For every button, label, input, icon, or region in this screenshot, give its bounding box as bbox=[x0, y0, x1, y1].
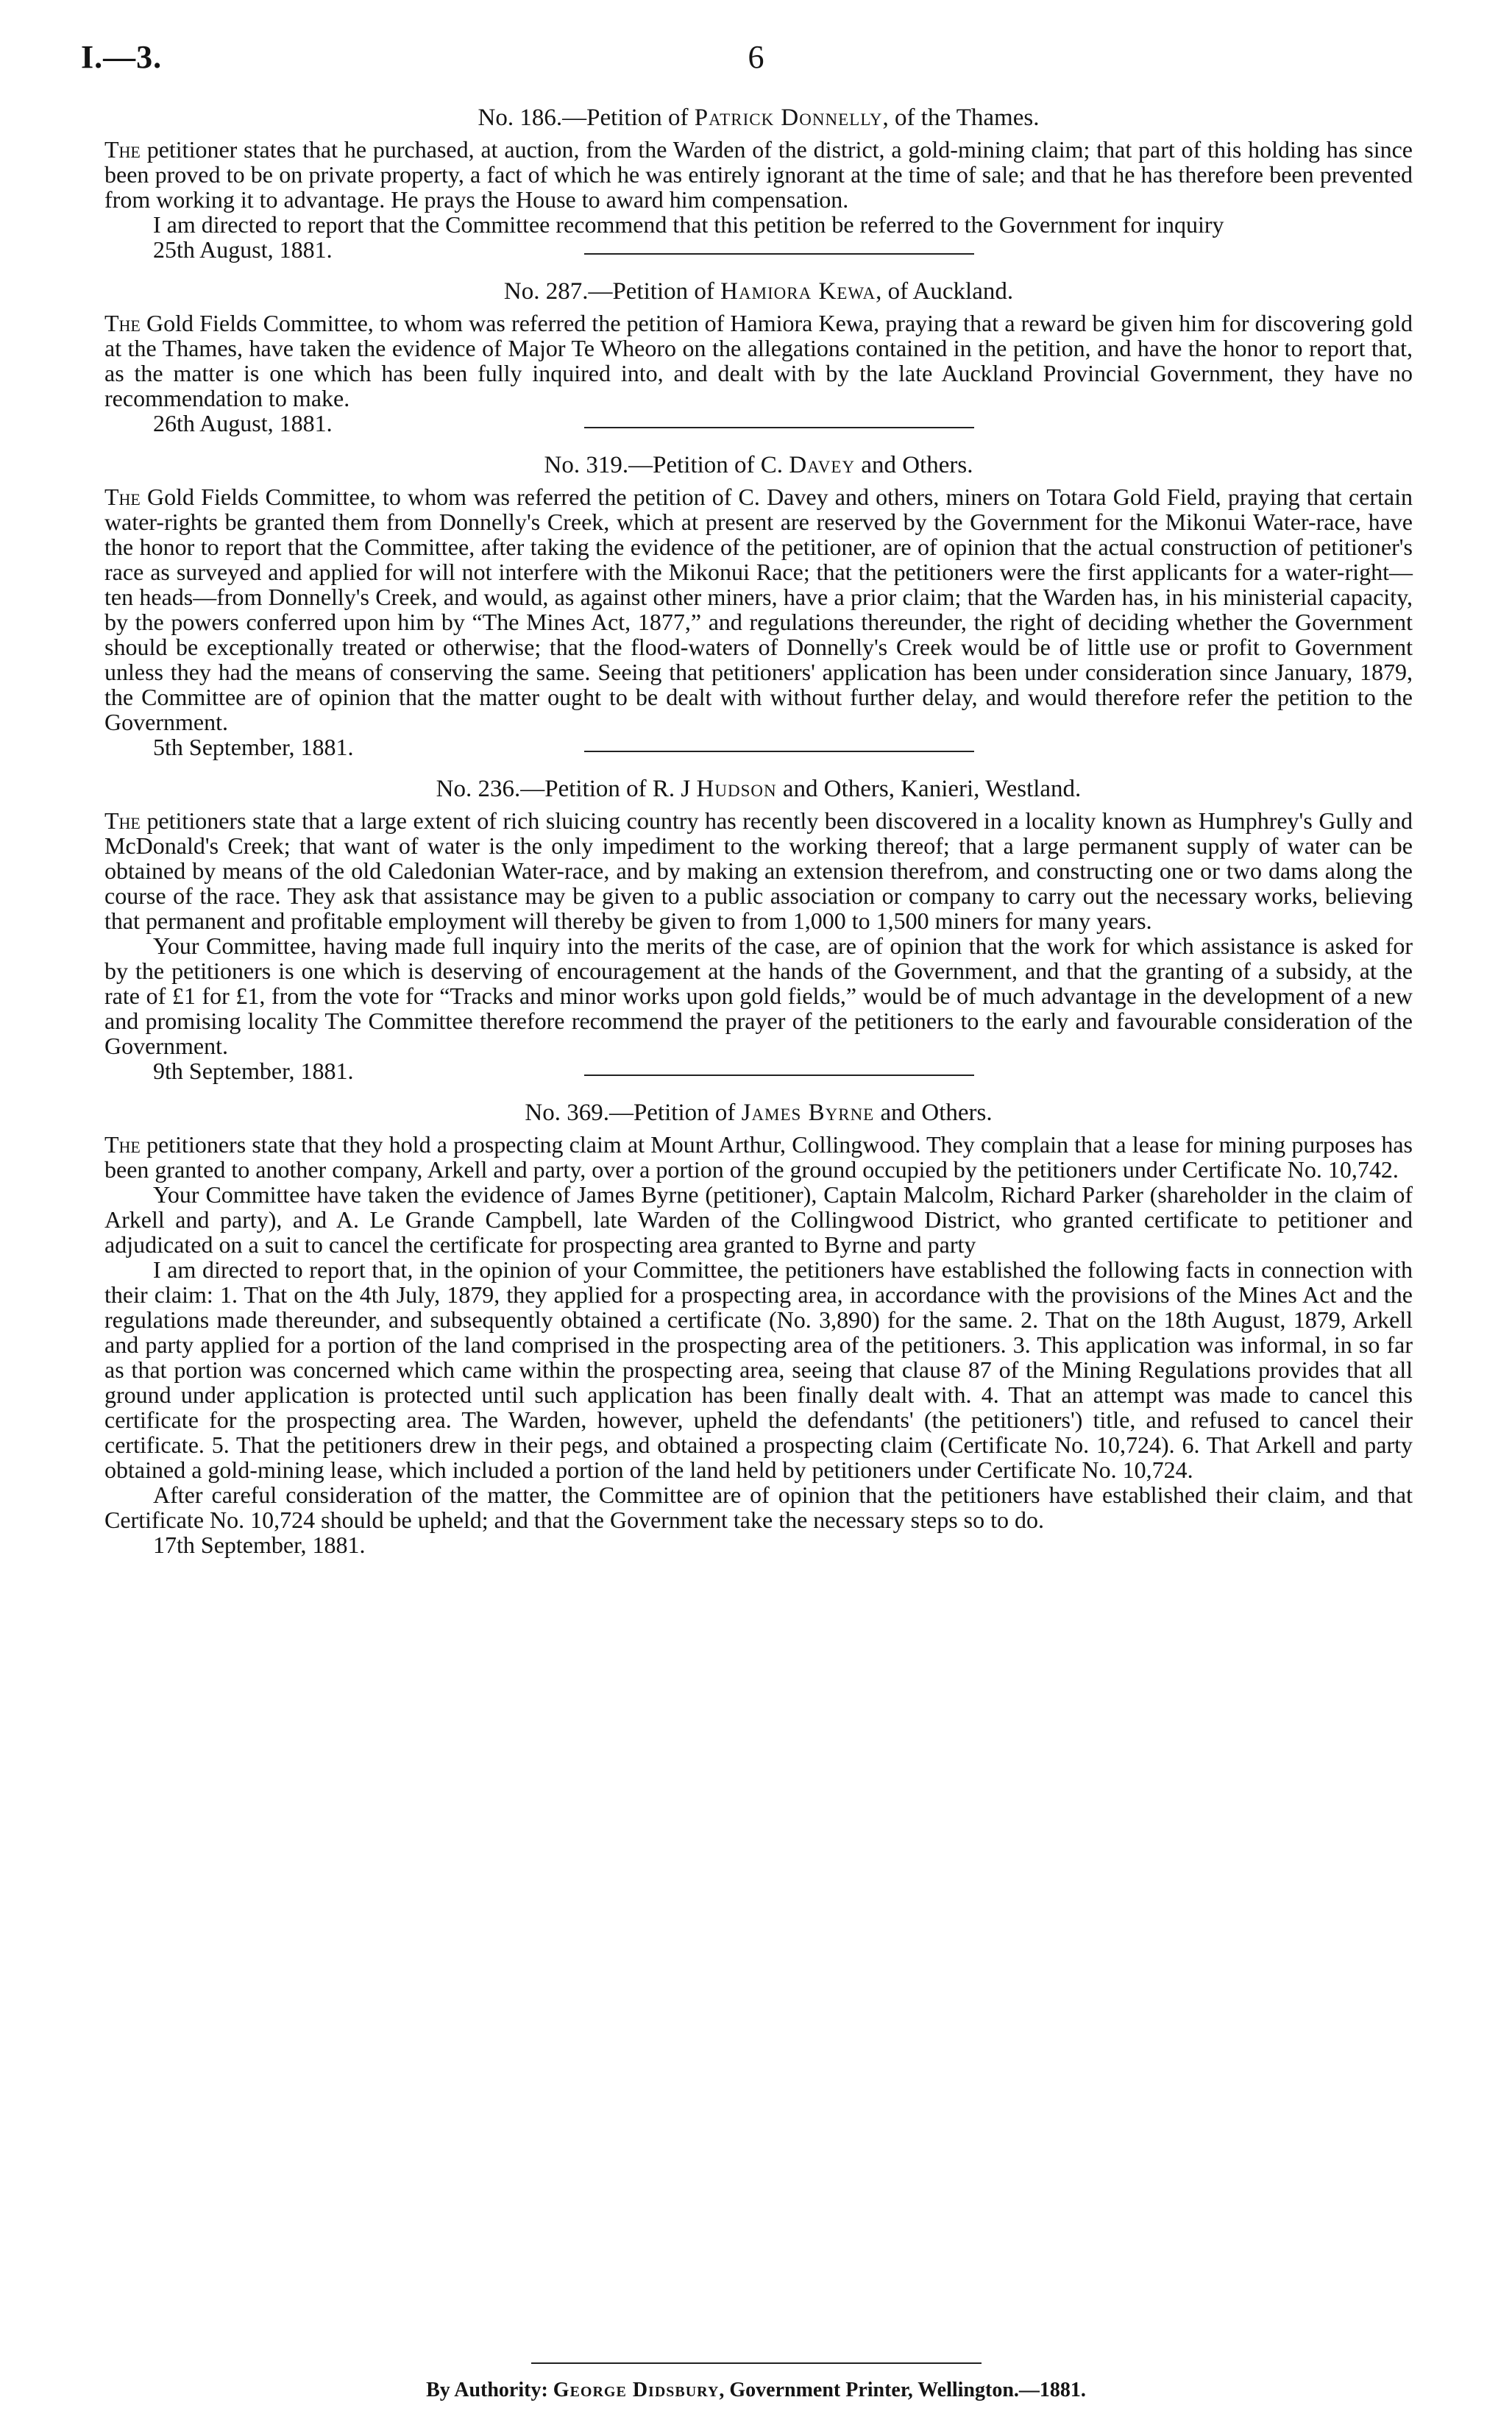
report-paragraph: Your Committee, having made full inquiry into the merits of the case, are of opinion that the work for which assistance is asked for by the petitioners is one which is deserving of encouragement at the hands of the Government, and that the granting of a subsidy, at the rate of £1 for £1, from the vote for “Tracks and minor works upon gold fields,” would be of much advantage in the development of a new and promising locality The Committee therefore recommend the prayer of the petitioners to the early and favourable consideration of the Government. bbox=[104, 932, 1413, 1059]
petition-paragraph: The petitioners state that a large extent of rich sluicing country has recently been discovered in a locality known as Humphrey's Gully and McDonald's Creek; that want of water is the only impediment to the working thereof; that a large permanent supply of water can be obtained by means of the old Caledonian Water-race, and by making an extension therefrom, and constructing one or two dams along the course of the race. They ask that assistance may be given to a public association or company to carry out the necessary works, believing that permanent and profitable employment will thereby be given to from 1,000 to 1,500 miners for many years. bbox=[104, 807, 1413, 934]
petition-title: No. 369.—Petition of James Byrne and Others. bbox=[525, 1100, 993, 1126]
petitioner-name: Hudson bbox=[696, 776, 777, 802]
petition-paragraph: The petitioners state that they hold a prospecting claim at Mount Arthur, Collingwood. They complain that a lease for mining purposes has been granted to another company, Arkell and party, over a portion of the ground occupied by the petitioners under Certificate No. 10,742. bbox=[104, 1131, 1413, 1183]
petition-section bbox=[104, 773, 1413, 1086]
page-header bbox=[81, 38, 1431, 82]
section-divider bbox=[584, 253, 974, 255]
petition-title: No. 236.—Petition of R. J Hudson and Others, Kanieri, Westland. bbox=[436, 776, 1082, 802]
section-divider bbox=[584, 1075, 974, 1076]
page-content bbox=[104, 102, 1413, 1571]
petitioner-name: Patrick Donnelly bbox=[694, 105, 883, 131]
report-paragraph: I am directed to report that the Committee recommend that this petition be referred to the Government for inquiry bbox=[153, 211, 1224, 238]
petitioner-name: Davey bbox=[789, 452, 856, 478]
page-number: 6 bbox=[748, 39, 764, 75]
report-date: 25th August, 1881. bbox=[153, 236, 333, 263]
section-divider bbox=[584, 751, 974, 752]
petition-paragraph: The Gold Fields Committee, to whom was referred the petition of C. Davey and others, miners on Totara Gold Field, praying that certain water-rights be granted them from Donnelly's Creek, which at present are reserved by the Government for the Mikonui Water-race, have the honor to report that the Committee, after taking the evidence of the petitioner, are of opinion that the actual construction of petitioner's race as surveyed and applied for will not interfere with the Mikonui Race; that the petitioners were the first applicants for a water-right—ten heads—from Donnelly's Creek, and would, as against other miners, have a prior claim; that the Warden has, in his ministerial capacity, by the powers conferred upon him by “The Mines Act, 1877,” and regulations thereunder, the right of deciding whether the Government should be exceptionally treated or otherwise; that the flood-waters of Donnelly's Creek would be of little use or profit to Government unless they had the means of conserving the same. Seeing that petitioners' application has been under consideration since January, 1879, the Committee are of opinion that the matter ought to be dealt with without further delay, and would therefore refer the petition to the Government. bbox=[104, 484, 1413, 735]
date-row bbox=[104, 411, 1413, 439]
report-date: 26th August, 1881. bbox=[153, 410, 333, 436]
report-date: 17th September, 1881. bbox=[153, 1532, 366, 1558]
date-row bbox=[104, 1058, 1413, 1086]
date-row bbox=[104, 734, 1413, 762]
date-row bbox=[104, 1532, 1413, 1560]
section-divider bbox=[584, 427, 974, 428]
petition-title: No. 287.—Petition of Hamiora Kewa, of Auckland. bbox=[503, 278, 1014, 305]
petition-section bbox=[104, 275, 1413, 439]
petition-title: No. 319.—Petition of C. Davey and Others. bbox=[544, 452, 973, 478]
petition-section bbox=[104, 449, 1413, 762]
petition-section bbox=[104, 1097, 1413, 1560]
report-date: 9th September, 1881. bbox=[153, 1058, 354, 1084]
date-row bbox=[104, 237, 1413, 265]
printer-footer: By Authority: George Didsbury, Government Printer, Wellington.—1881. bbox=[426, 2379, 1086, 2401]
report-paragraph: Your Committee have taken the evidence of James Byrne (petitioner), Captain Malcolm, Richard Parker (shareholder in the claim of Arkell and party), and A. Le Grande Campbell, late Warden of the Collingwood District, who granted certificate to petitioner and adjudicated on a suit to cancel the certificate for prospecting area granted to Byrne and party bbox=[104, 1181, 1413, 1258]
petition-section bbox=[104, 102, 1413, 265]
document-reference: I.—3. bbox=[81, 39, 163, 75]
report-paragraph: After careful consideration of the matter, the Committee are of opinion that the petitioners have established their claim, and that Certificate No. 10,724 should be upheld; and that the Government take the necessary steps so to do. bbox=[104, 1481, 1413, 1533]
footer-divider bbox=[531, 2362, 982, 2364]
petitioner-name: Hamiora Kewa bbox=[720, 278, 876, 305]
printer-name: George Didsbury bbox=[553, 2379, 720, 2401]
petition-paragraph: The Gold Fields Committee, to whom was referred the petition of Hamiora Kewa, praying that a reward be given him for discovering gold at the Thames, have taken the evidence of Major Te Wheoro on the allegations contained in the petition, and have the honor to report that, as the matter is one which has been fully inquired into, and dealt with by the late Auckland Provincial Government, they have no recommendation to make. bbox=[104, 310, 1413, 411]
report-date: 5th September, 1881. bbox=[153, 734, 354, 760]
petition-paragraph: The petitioner states that he purchased, at auction, from the Warden of the district, a gold-mining claim; that part of this holding has since been proved to be on private property, a fact of which he was entirely ignorant at the time of sale; and that he has therefore been prevented from working it to advantage. He prays the House to award him compensation. bbox=[104, 136, 1413, 213]
petitioner-name: James Byrne bbox=[741, 1100, 875, 1126]
petition-title: No. 186.—Petition of Patrick Donnelly, of the Thames. bbox=[478, 105, 1040, 131]
report-paragraph: I am directed to report that, in the opinion of your Committee, the petitioners have established the following facts in connection with their claim: 1. That on the 4th July, 1879, they applied for a prospecting area, in accordance with the provisions of the Mines Act and the regulations made thereunder, and subsequently obtained a certificate (No. 3,890) for the same. 2. That on the 18th August, 1879, Arkell and party applied for a portion of the land comprised in the prospecting area of the petitioners. 3. This application was informal, in so far as that portion was concerned which came within the prospecting area, seeing that clause 87 of the Mining Regulations provides that all ground under application is protected until such application has been finally dealt with. 4. That an attempt was made to cancel this certificate for the prospecting area. The Warden, however, upheld the defendants' (the petitioners') title, and refused to cancel their certificate. 5. That the petitioners drew in their pegs, and obtained a prospecting claim (Certificate No. 10,724). 6. That Arkell and party obtained a gold-mining lease, which included a portion of the land held by petitioners under Certificate No. 10,724. bbox=[104, 1256, 1413, 1483]
